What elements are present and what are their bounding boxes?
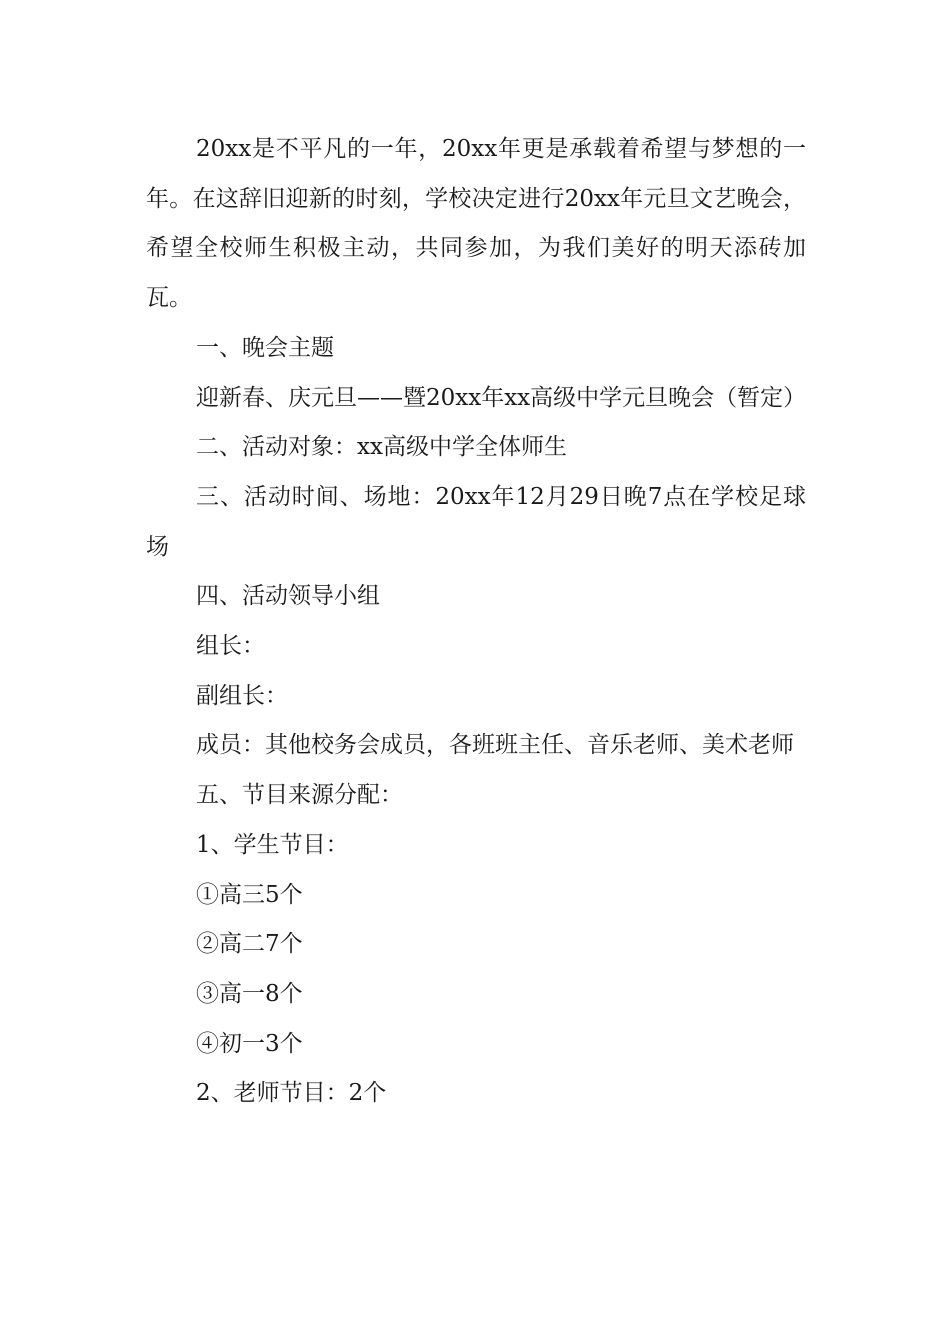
student-programs-heading: 1、学生节目： (196, 831, 349, 858)
intro-paragraph: 20xx是不平凡的一年，20xx年更是承载着希望与梦想的一年。在这辞旧迎新的时刻，学校决定进行20xx年元旦文艺晚会，希望全校师生积极主动，共同参加，为我们美好的明天添砖加瓦。 (146, 136, 806, 312)
section-heading-theme: 一、晚会主题 (196, 334, 334, 361)
document-body (146, 125, 806, 1119)
members-line: 成员：其他校务会成员，各班班主任、音乐老师、美术老师 (196, 732, 794, 759)
list-item: ①高三5个 (196, 881, 303, 908)
list-item: ④初一3个 (196, 1030, 303, 1057)
section-heading-leadership: 四、活动领导小组 (196, 583, 380, 610)
deputy-leader-line: 副组长： (196, 682, 288, 709)
section-heading-programs: 五、节目来源分配： (196, 782, 403, 809)
teacher-programs-line: 2、老师节目：2个 (196, 1080, 387, 1107)
section-heading-time-venue: 三、活动时间、场地：20xx年12月29日晚7点在学校足球场 (146, 483, 806, 560)
group-leader-line: 组长： (196, 633, 265, 660)
theme-text: 迎新春、庆元旦——暨20xx年xx高级中学元旦晚会（暂定） (196, 384, 807, 411)
list-item: ③高一8个 (196, 980, 303, 1007)
section-heading-audience: 二、活动对象：xx高级中学全体师生 (196, 434, 567, 461)
list-item: ②高二7个 (196, 931, 303, 958)
